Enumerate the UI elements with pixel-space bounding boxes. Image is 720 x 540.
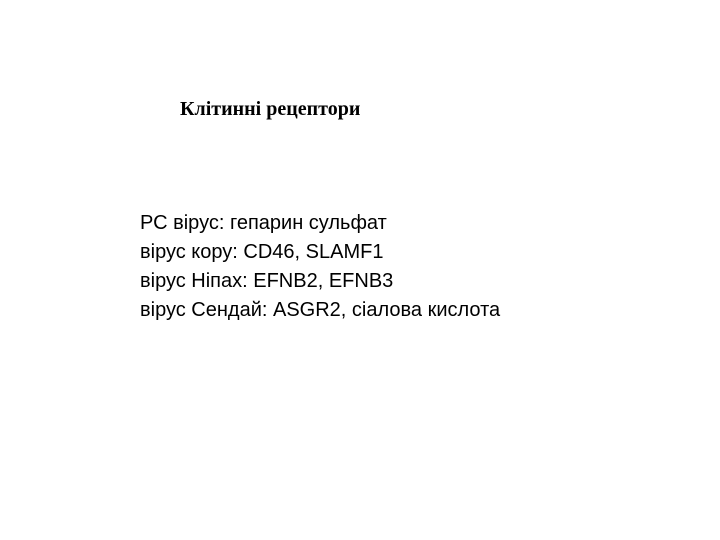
receptor-list (140, 209, 500, 325)
receptor-line-sendai: вірус Сендай: ASGR2, сіалова кислота (140, 299, 501, 321)
slide-title: Клітинні рецептори (180, 98, 361, 120)
receptor-line-measles: вірус кору: CD46, SLAMF1 (140, 241, 384, 263)
receptor-line-nipah: вірус Ніпах: EFNB2, EFNB3 (140, 270, 394, 292)
receptor-line-rsv: РС вірус: гепарин сульфат (140, 212, 387, 234)
